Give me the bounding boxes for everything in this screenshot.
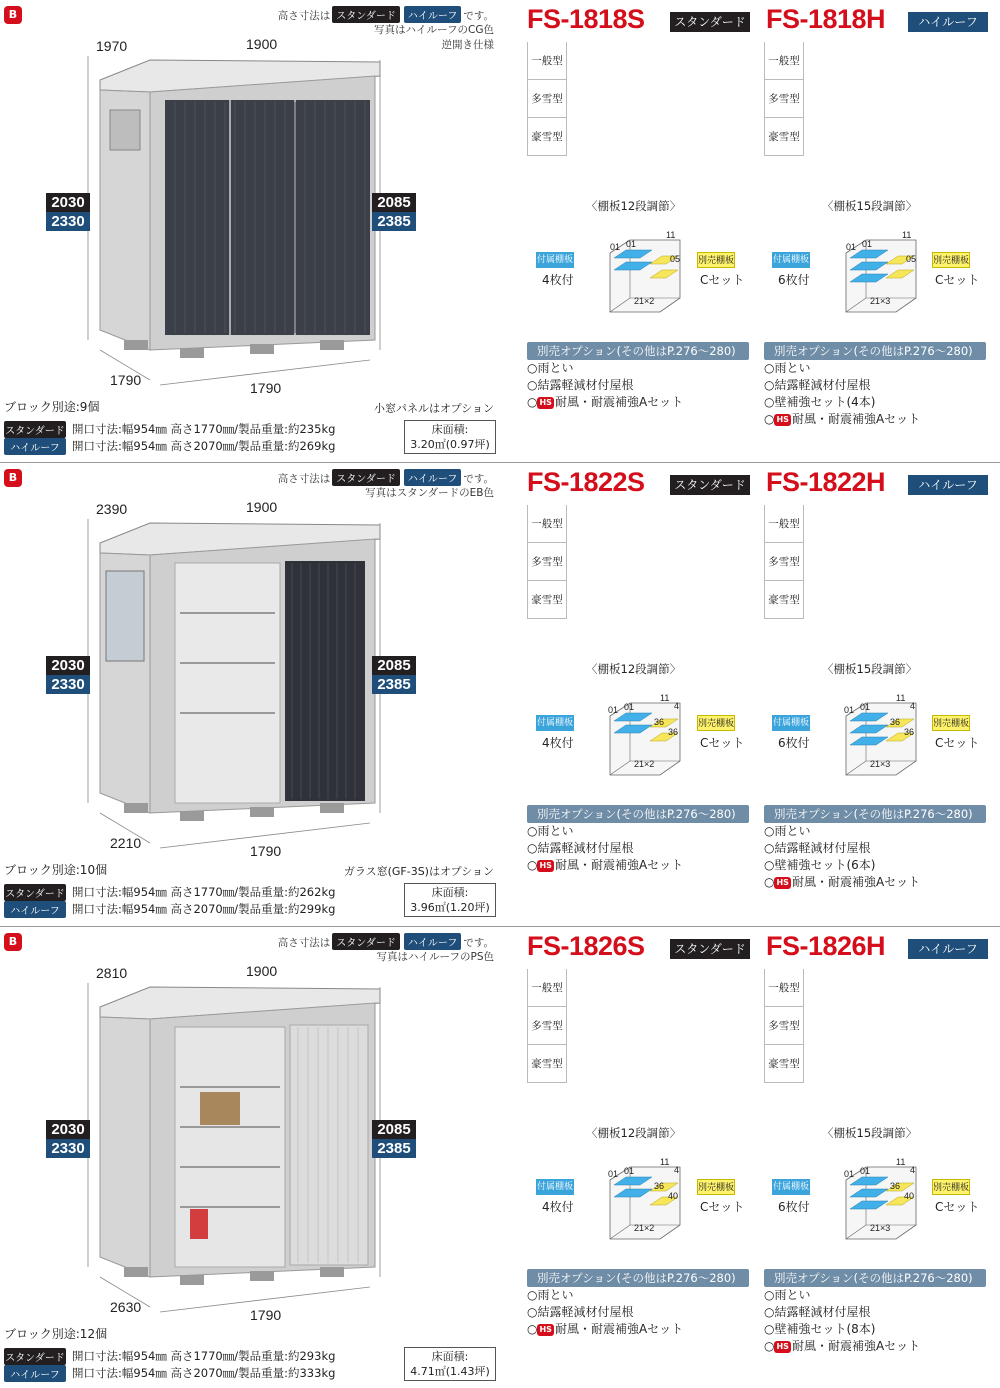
shelf-part-number: 21×3 — [870, 1223, 891, 1233]
c-set-left: Cセット — [700, 273, 745, 287]
snow-type-extreme: 豪雪型 — [528, 118, 566, 156]
sold-shelf-label-left: 別売棚板 — [697, 715, 735, 731]
shelf15-title: 〈棚板15段調節〉 — [822, 662, 918, 676]
shelf-part-number: 36 — [890, 717, 901, 727]
height-note-suffix: です。 — [463, 473, 494, 485]
height-note — [278, 6, 494, 23]
section-divider — [0, 926, 1000, 927]
base-block — [124, 803, 148, 813]
model-highroof-title: FS-1818H — [766, 4, 886, 34]
hs-badge-icon: HS — [539, 398, 552, 407]
height-note-suffix: です。 — [463, 10, 494, 22]
dim-depth-top: 2810 — [96, 965, 128, 981]
height-note — [278, 469, 494, 486]
shelf-count-left: 4枚付 — [542, 273, 574, 287]
snow-type-list-highroof — [764, 505, 804, 619]
option-text: ○結露軽減材付屋根 — [764, 841, 871, 855]
shelf-part-number: 21×3 — [870, 759, 891, 769]
attached-shelf-label-left: 付属棚板 — [536, 715, 574, 731]
options-list-right — [764, 360, 920, 428]
options-header-right: 別売オプション(その他はP.276〜280) — [764, 342, 986, 360]
shelf-count-right: 6枚付 — [778, 1200, 810, 1214]
snow-type-heavy: 多雪型 — [528, 1007, 566, 1045]
option-item: ○ HS 耐風・耐震補強Aセット — [527, 858, 684, 872]
shed-illustration — [40, 513, 400, 853]
option-item — [764, 1304, 920, 1321]
shelf-part-number: 11 — [902, 230, 912, 240]
snow-type-list-highroof — [764, 969, 804, 1083]
option-text: ○雨とい — [527, 824, 574, 838]
option-text: 耐風・耐震補強Aセット — [554, 395, 684, 409]
height-highroof-left: 2330 — [46, 1139, 90, 1158]
height-standard-left: 2030 — [46, 1120, 90, 1139]
spec-standard — [4, 421, 335, 437]
attached-shelf-label-right: 付属棚板 — [772, 715, 810, 731]
shelf-part-number: 01 — [862, 239, 873, 249]
dim-width-bottom: 1790 — [250, 380, 282, 396]
floor-area-label: 床面積: — [431, 1350, 469, 1363]
options-header-right: 別売オプション(その他はP.276〜280) — [764, 1269, 986, 1287]
c-set-right: Cセット — [935, 736, 980, 750]
shelf-part-number: 01 — [608, 705, 619, 715]
floor-area-label: 床面積: — [431, 886, 469, 899]
highroof-tag: ハイルーフ — [404, 6, 462, 23]
shelf-part-number: 11 — [666, 230, 676, 240]
storage-box — [200, 1092, 240, 1125]
options-header-left: 別売オプション(その他はP.276〜280) — [527, 805, 749, 823]
shelf-part-number: 01 — [844, 705, 855, 715]
snow-type-list-highroof — [764, 42, 804, 156]
type-highroof-badge: ハイルーフ — [908, 939, 988, 959]
type-standard-badge: スタンダード — [670, 939, 750, 959]
shelf-part-number: 36 — [904, 727, 915, 737]
option-item — [527, 1304, 683, 1321]
snow-type-extreme: 豪雪型 — [765, 1045, 803, 1083]
attached-shelf-label-left: 付属棚板 — [536, 252, 574, 268]
shelf-count-right: 6枚付 — [778, 273, 810, 287]
shelf-part-number: 4 — [674, 701, 680, 711]
snow-type-general: 一般型 — [528, 969, 566, 1007]
height-note-prefix: 高さ寸法は — [277, 473, 331, 485]
option-text: 耐風・耐震補強Aセット — [791, 412, 921, 426]
option-note: 小窓パネルはオプション — [373, 402, 494, 415]
height-highroof-left: 2330 — [46, 212, 90, 231]
option-item — [527, 823, 683, 840]
option-text: ○結露軽減材付屋根 — [527, 378, 634, 392]
model-highroof-title: FS-1826H — [766, 931, 886, 961]
shed-side-wall — [100, 1017, 150, 1277]
option-item — [527, 377, 683, 394]
shelf-part-number: 21×2 — [634, 296, 655, 306]
dim-width-top: 1900 — [246, 963, 278, 979]
c-set-left: Cセット — [700, 1200, 745, 1214]
floor-area-value: 3.20㎡(0.97坪) — [410, 438, 490, 451]
dim-width-top: 1900 — [246, 36, 278, 52]
height-highroof-right: 2385 — [372, 1139, 416, 1158]
snow-type-general: 一般型 — [528, 505, 566, 543]
shelf-part-number: 01 — [846, 242, 857, 252]
block-count: ブロック別途:10個 — [4, 863, 108, 877]
shelf-part-number: 05 — [670, 254, 681, 264]
option-text: ○壁補強セット(8本) — [764, 1322, 876, 1336]
option-item — [764, 823, 920, 840]
base-block — [320, 340, 344, 350]
shelf-diagram-15 — [836, 1155, 928, 1245]
height-note-prefix: 高さ寸法は — [277, 937, 331, 949]
snow-type-general: 一般型 — [765, 42, 803, 80]
shelf-part-number: 05 — [906, 254, 917, 264]
hs-badge-icon: HS — [539, 1325, 552, 1334]
shelf-part-number: 01 — [844, 1169, 855, 1179]
attached-shelf-label-left: 付属棚板 — [536, 1179, 574, 1195]
height-highroof-right: 2385 — [372, 212, 416, 231]
shelf12-title: 〈棚板12段調節〉 — [586, 199, 682, 213]
base-block — [180, 811, 204, 821]
option-text: 耐風・耐震補強Aセット — [791, 1339, 921, 1353]
brand-logo-icon: B — [4, 933, 22, 951]
shed-illustration — [40, 977, 400, 1317]
floor-area-value: 3.96㎡(1.20坪) — [410, 901, 490, 914]
c-set-right: Cセット — [935, 273, 980, 287]
dim-depth-top: 1970 — [96, 38, 128, 54]
model-highroof-title: FS-1822H — [766, 467, 886, 497]
options-list-left — [527, 1287, 683, 1338]
sold-shelf-label-left: 別売棚板 — [697, 1179, 735, 1195]
sold-shelf-label-left: 別売棚板 — [697, 252, 735, 268]
sold-shelf-label-right: 別売棚板 — [932, 252, 970, 268]
option-item — [764, 1321, 920, 1338]
shelf-diagram-12 — [600, 691, 692, 781]
snow-type-heavy: 多雪型 — [528, 543, 566, 581]
photo-note-2: 逆開き仕様 — [441, 39, 494, 51]
type-standard-badge: スタンダード — [670, 12, 750, 32]
type-highroof-badge: ハイルーフ — [908, 475, 988, 495]
option-item: ○ HS 耐風・耐震補強Aセット — [764, 412, 921, 426]
spec-standard-text: 開口寸法:幅954㎜ 高さ1770㎜/製品重量:約293kg — [72, 1349, 336, 1363]
product-section — [0, 927, 1000, 1388]
shelf-part-number: 11 — [660, 693, 670, 703]
spec-highroof — [4, 901, 335, 917]
option-note: ガラス窓(GF-3S)はオプション — [343, 865, 494, 878]
shelf-part-number: 21×2 — [634, 1223, 655, 1233]
shelf15-title: 〈棚板15段調節〉 — [822, 1126, 918, 1140]
shelf-part-number: 36 — [654, 717, 665, 727]
shelf-part-number: 01 — [624, 1166, 635, 1176]
option-text: ○結露軽減材付屋根 — [527, 841, 634, 855]
c-set-right: Cセット — [935, 1200, 980, 1214]
base-block — [250, 807, 274, 817]
option-item: ○ HS 耐風・耐震補強Aセット — [527, 395, 684, 409]
option-text: ○雨とい — [527, 361, 574, 375]
shelf-part-number: 4 — [910, 701, 916, 711]
sold-shelf-label-right: 別売棚板 — [932, 1179, 970, 1195]
model-standard-title: FS-1826S — [527, 931, 645, 961]
height-standard-left: 2030 — [46, 193, 90, 212]
shelf-part-number: 36 — [654, 1181, 665, 1191]
options-list-right — [764, 1287, 920, 1355]
options-list-right — [764, 823, 920, 891]
options-header-left: 別売オプション(その他はP.276〜280) — [527, 342, 749, 360]
height-standard-right: 2085 — [372, 656, 416, 675]
options-list-left — [527, 823, 683, 874]
shelf-diagram-15 — [836, 691, 928, 781]
shelf-diagram-12 — [600, 228, 692, 318]
shelf15-title: 〈棚板15段調節〉 — [822, 199, 918, 213]
shelf12-title: 〈棚板12段調節〉 — [586, 662, 682, 676]
standard-tag: スタンダード — [332, 933, 400, 950]
dim-width-top: 1900 — [246, 499, 278, 515]
sold-shelf-label-right: 別売棚板 — [932, 715, 970, 731]
type-standard-badge: スタンダード — [670, 475, 750, 495]
option-item — [764, 857, 920, 874]
red-container — [190, 1209, 208, 1239]
dim-depth-top: 2390 — [96, 501, 128, 517]
height-standard-right: 2085 — [372, 1120, 416, 1139]
snow-type-general: 一般型 — [528, 42, 566, 80]
spec-highroof-text: 開口寸法:幅954㎜ 高さ2070㎜/製品重量:約333kg — [72, 1366, 336, 1380]
snow-type-general: 一般型 — [765, 969, 803, 1007]
spec-standard-tag: スタンダード — [4, 884, 66, 901]
hs-badge-icon: HS — [776, 415, 789, 424]
block-count: ブロック別途:9個 — [4, 400, 100, 414]
height-standard-right: 2085 — [372, 193, 416, 212]
shelf-part-number: 36 — [668, 727, 679, 737]
floor-area-box — [404, 420, 496, 454]
shelf-part-number: 11 — [660, 1157, 670, 1167]
sliding-door — [165, 100, 370, 335]
shelf-part-number: 01 — [860, 1166, 871, 1176]
small-window-panel — [110, 110, 140, 150]
shelf-part-number: 01 — [626, 239, 637, 249]
shelf-part-number: 4 — [674, 1165, 680, 1175]
sliding-door — [290, 1025, 368, 1265]
shelf-part-number: 01 — [608, 1169, 619, 1179]
shelf-count-right: 6枚付 — [778, 736, 810, 750]
base-block — [124, 340, 148, 350]
option-item — [764, 377, 920, 394]
shelf-part-number: 40 — [668, 1191, 679, 1201]
option-text: ○雨とい — [764, 1288, 811, 1302]
shelf-count-left: 4枚付 — [542, 1200, 574, 1214]
snow-type-general: 一般型 — [765, 505, 803, 543]
height-note — [278, 933, 494, 950]
shelf-part-number: 4 — [910, 1165, 916, 1175]
shelf-part-number: 01 — [610, 242, 621, 252]
floor-area-value: 4.71㎡(1.43坪) — [410, 1365, 490, 1378]
height-highroof-right: 2385 — [372, 675, 416, 694]
hs-badge-icon: HS — [776, 878, 789, 887]
photo-note: 写真はスタンダードのEB色 — [365, 487, 494, 499]
option-item — [764, 1287, 920, 1304]
dim-width-bottom: 1790 — [250, 1307, 282, 1323]
option-text: 耐風・耐震補強Aセット — [554, 1322, 684, 1336]
c-set-left: Cセット — [700, 736, 745, 750]
base-block — [320, 1267, 344, 1277]
shelf-part-number: 36 — [890, 1181, 901, 1191]
spec-highroof — [4, 1365, 335, 1381]
option-item — [527, 840, 683, 857]
snow-type-list-standard — [527, 505, 567, 619]
spec-highroof-tag: ハイルーフ — [4, 901, 66, 918]
snow-type-extreme: 豪雪型 — [765, 581, 803, 619]
snow-type-list-standard — [527, 42, 567, 156]
option-text: ○結露軽減材付屋根 — [527, 1305, 634, 1319]
snow-type-list-standard — [527, 969, 567, 1083]
snow-type-extreme: 豪雪型 — [528, 1045, 566, 1083]
option-text: ○壁補強セット(4本) — [764, 395, 876, 409]
base-block — [320, 803, 344, 813]
brand-logo-icon: B — [4, 469, 22, 487]
snow-type-extreme: 豪雪型 — [765, 118, 803, 156]
brand-logo-icon: B — [4, 6, 22, 24]
product-section — [0, 0, 1000, 462]
shelf-part-number: 21×3 — [870, 296, 891, 306]
sliding-door — [285, 561, 365, 801]
option-item — [764, 360, 920, 377]
shelf-diagram-15 — [836, 228, 928, 318]
dim-depth-bottom: 1790 — [110, 372, 142, 388]
spec-highroof — [4, 438, 335, 454]
options-header-right: 別売オプション(その他はP.276〜280) — [764, 805, 986, 823]
height-highroof-left: 2330 — [46, 675, 90, 694]
photo-note: 写真はハイルーフのPS色 — [376, 951, 494, 963]
highroof-tag: ハイルーフ — [404, 469, 462, 486]
option-item — [527, 360, 683, 377]
model-standard-title: FS-1822S — [527, 467, 645, 497]
hs-badge-icon: HS — [776, 1342, 789, 1351]
height-standard-left: 2030 — [46, 656, 90, 675]
option-text: ○雨とい — [764, 824, 811, 838]
floor-area-box — [404, 1347, 496, 1381]
floor-area-box — [404, 883, 496, 917]
base-block — [180, 348, 204, 358]
option-item: ○ HS 耐風・耐震補強Aセット — [527, 1322, 684, 1336]
option-item: ○ HS 耐風・耐震補強Aセット — [764, 875, 921, 889]
snow-type-heavy: 多雪型 — [765, 1007, 803, 1045]
snow-type-extreme: 豪雪型 — [528, 581, 566, 619]
dim-depth-bottom: 2210 — [110, 835, 142, 851]
shelf-part-number: 01 — [624, 702, 635, 712]
shelf12-title: 〈棚板12段調節〉 — [586, 1126, 682, 1140]
spec-highroof-tag: ハイルーフ — [4, 1365, 66, 1382]
shelf-part-number: 01 — [860, 702, 871, 712]
base-block — [250, 1271, 274, 1281]
spec-standard-tag: スタンダード — [4, 421, 66, 438]
spec-highroof-text: 開口寸法:幅954㎜ 高さ2070㎜/製品重量:約299kg — [72, 902, 336, 916]
section-divider — [0, 462, 1000, 463]
option-text: 耐風・耐震補強Aセット — [791, 875, 921, 889]
shelf-part-number: 11 — [896, 693, 906, 703]
option-text: ○壁補強セット(6本) — [764, 858, 876, 872]
snow-type-heavy: 多雪型 — [765, 543, 803, 581]
option-item — [764, 840, 920, 857]
shelf-part-number: 21×2 — [634, 759, 655, 769]
option-item — [764, 394, 920, 411]
shed-illustration — [40, 50, 400, 390]
snow-type-heavy: 多雪型 — [528, 80, 566, 118]
base-block — [180, 1275, 204, 1285]
option-text: ○結露軽減材付屋根 — [764, 378, 871, 392]
dim-width-bottom: 1790 — [250, 843, 282, 859]
option-item: ○ HS 耐風・耐震補強Aセット — [764, 1339, 921, 1353]
spec-standard — [4, 884, 335, 900]
option-text: ○雨とい — [527, 1288, 574, 1302]
attached-shelf-label-right: 付属棚板 — [772, 252, 810, 268]
product-section — [0, 463, 1000, 925]
options-header-left: 別売オプション(その他はP.276〜280) — [527, 1269, 749, 1287]
options-list-left — [527, 360, 683, 411]
glass-window — [106, 571, 144, 661]
option-text: ○雨とい — [764, 361, 811, 375]
option-text: 耐風・耐震補強Aセット — [554, 858, 684, 872]
spec-standard-text: 開口寸法:幅954㎜ 高さ1770㎜/製品重量:約235kg — [72, 422, 336, 436]
standard-tag: スタンダード — [332, 6, 400, 23]
standard-tag: スタンダード — [332, 469, 400, 486]
spec-highroof-text: 開口寸法:幅954㎜ 高さ2070㎜/製品重量:約269kg — [72, 439, 336, 453]
highroof-tag: ハイルーフ — [404, 933, 462, 950]
snow-type-heavy: 多雪型 — [765, 80, 803, 118]
type-highroof-badge: ハイルーフ — [908, 12, 988, 32]
option-item — [527, 1287, 683, 1304]
height-note-prefix: 高さ寸法は — [277, 10, 331, 22]
dim-depth-bottom: 2630 — [110, 1299, 142, 1315]
shelf-part-number: 40 — [904, 1191, 915, 1201]
spec-standard-text: 開口寸法:幅954㎜ 高さ1770㎜/製品重量:約262kg — [72, 885, 336, 899]
base-block — [124, 1267, 148, 1277]
height-note-suffix: です。 — [463, 937, 494, 949]
block-count: ブロック別途:12個 — [4, 1327, 108, 1341]
shed-front-detail — [175, 1025, 368, 1267]
floor-area-label: 床面積: — [431, 423, 469, 436]
hs-badge-icon: HS — [539, 861, 552, 870]
shelf-diagram-12 — [600, 1155, 692, 1245]
base-block — [250, 344, 274, 354]
spec-standard — [4, 1348, 335, 1364]
option-text: ○結露軽減材付屋根 — [764, 1305, 871, 1319]
spec-highroof-tag: ハイルーフ — [4, 438, 66, 455]
attached-shelf-label-right: 付属棚板 — [772, 1179, 810, 1195]
open-interior — [175, 563, 280, 803]
photo-note: 写真はハイルーフのCG色 — [374, 24, 494, 36]
model-standard-title: FS-1818S — [527, 4, 645, 34]
shelf-part-number: 11 — [896, 1157, 906, 1167]
shelf-count-left: 4枚付 — [542, 736, 574, 750]
spec-standard-tag: スタンダード — [4, 1348, 66, 1365]
